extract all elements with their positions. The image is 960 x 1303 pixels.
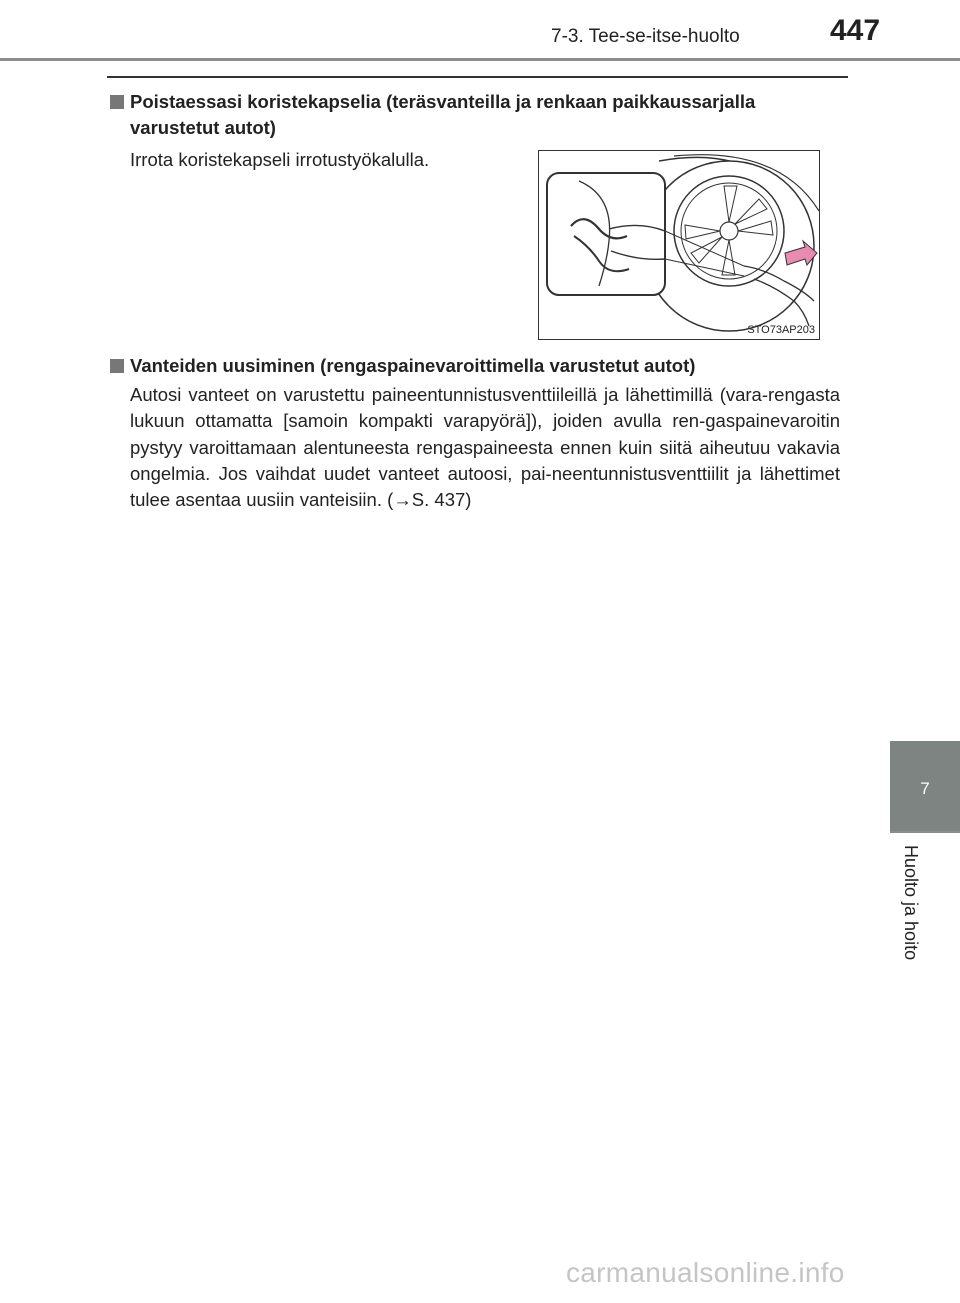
chapter-label-text: Huolto ja hoito <box>901 845 921 961</box>
section-title: 7-3. Tee-se-itse-huolto <box>551 26 740 47</box>
heading-line-1: Poistaessasi koristekapselia (teräsvanteilla ja renkaan paikkaussarjalla <box>130 91 756 112</box>
body-text: Autosi vanteet on varustettu paineentunnistusventtiileillä ja lähettimillä (vara-rengasta lukuun ottamatta [samoin kompakti varapyörä]), joiden avulla ren-gaspainevaroitin pystyy varoittamaan alentuneesta rengaspaineesta ennen kuin siitä aiheutuu vakavia ongelmia. Jos vaihdat uudet vanteet autoosi, pai-neentunnistusventtiilit ja lähettimet tulee asentaa uusiin vanteisiin. ( <box>130 384 840 511</box>
bullet-square-icon <box>110 359 124 373</box>
section-heading-hubcap <box>110 89 848 141</box>
figure-code: STO73AP203 <box>747 324 815 336</box>
content-top-divider <box>107 76 848 78</box>
body-text-end: ) <box>465 489 472 511</box>
hubcap-removal-figure <box>538 150 820 340</box>
bullet-square-icon <box>110 95 124 109</box>
hubcap-instruction: Irrota koristekapseli irrotustyökalulla. <box>130 149 430 170</box>
arrow-icon: → <box>393 489 412 511</box>
heading-line-2: varustetut autot) <box>130 117 276 138</box>
header-divider <box>0 58 960 61</box>
chapter-tab[interactable] <box>890 741 960 831</box>
chapter-number: 7 <box>920 779 930 798</box>
watermark: carmanualsonline.info <box>566 1257 845 1288</box>
chapter-label <box>895 845 923 975</box>
heading-text: Vanteiden uusiminen (rengaspainevaroittimella varustetut autot) <box>130 355 696 376</box>
page-number: 447 <box>830 14 881 47</box>
wheel-replacement-body <box>130 382 840 513</box>
chapter-tab-divider <box>890 831 960 833</box>
wheel-illustration <box>539 151 819 339</box>
page-reference-link[interactable]: S. 437 <box>411 489 466 511</box>
section-heading-wheels <box>110 353 848 379</box>
